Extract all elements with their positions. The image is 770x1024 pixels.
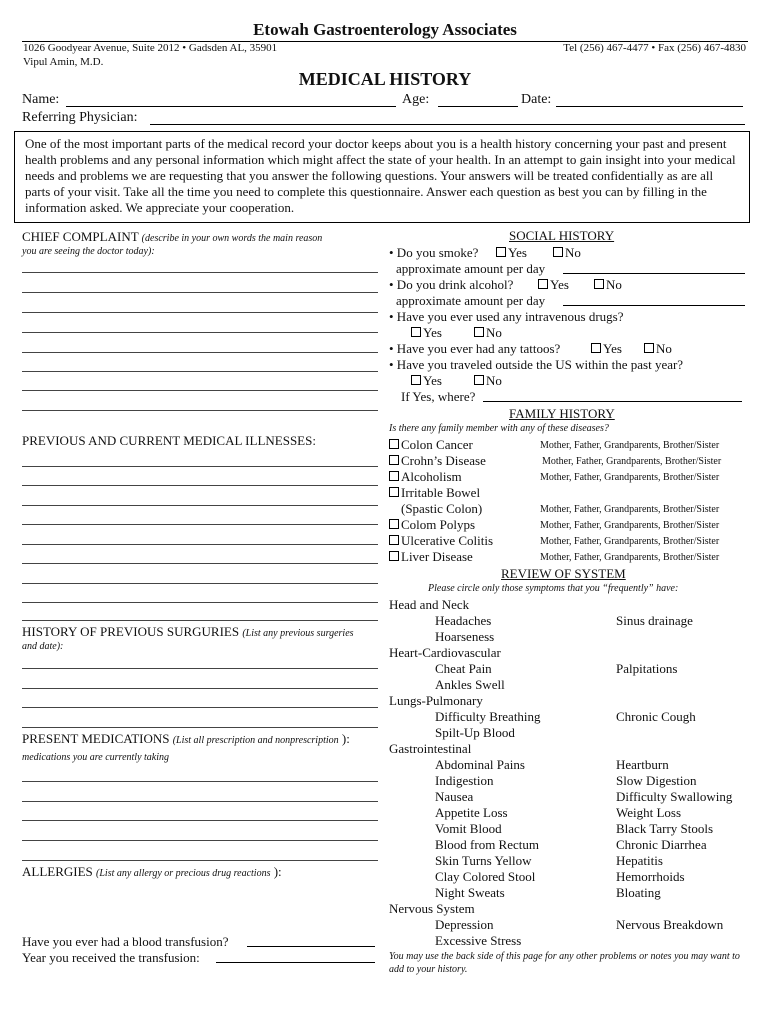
iv-question: • Have you ever used any intravenous drugs? (389, 309, 624, 324)
checkbox-icon (591, 343, 601, 353)
yes-label: Yes (550, 277, 569, 292)
intro-text: One of the most important parts of the medical record your doctor keeps about you is a health history concerning your past and present health problems and any personal information which might affect the state of your health. In an attempt to gain insight into your medical needs and problems we are requesting that you answer the following questions. Your answers will be treated confidentially as are all parts of your visit. Take all the time you need to complete this questionnaire. Answer each question as best you can by filling in the information asked. We appreciate your cooperation. (14, 131, 750, 223)
review-group-nervous: Nervous System (389, 901, 475, 916)
symptom-stress[interactable]: Excessive Stress (435, 933, 522, 948)
symptom-rectal-blood[interactable]: Blood from Rectum (435, 837, 539, 852)
age-label: Age: (402, 92, 430, 107)
illness-line-4[interactable] (22, 524, 378, 525)
practice-address: 1026 Goodyear Avenue, Suite 2012 • Gadsden AL, 35901 (23, 42, 278, 54)
name-label: Name: (22, 92, 60, 107)
surgery-line-2[interactable] (22, 688, 378, 689)
chief-line-8[interactable] (22, 410, 378, 411)
medications-heading: PRESENT MEDICATIONS (List all prescription and nonprescription ): (22, 731, 350, 746)
checkbox-icon (474, 327, 484, 337)
chief-complaint-note: (describe in your own words the main reason (141, 233, 323, 244)
iv-no[interactable] (474, 325, 502, 341)
family-ibs-detail: (Spastic Colon) (401, 501, 483, 516)
symptom-vomit-blood[interactable]: Vomit Blood (435, 821, 502, 836)
surgery-line-4[interactable] (22, 727, 378, 728)
surgeries-note-2: and date): (22, 641, 64, 652)
symptom-weight[interactable]: Weight Loss (616, 805, 682, 820)
medication-line-1[interactable] (22, 781, 378, 782)
alcohol-amount-label: approximate amount per day (396, 293, 546, 308)
chief-line-4[interactable] (22, 332, 378, 333)
medications-note: (List all prescription and nonprescription (172, 735, 339, 746)
checkbox-icon (496, 247, 506, 257)
medication-line-2[interactable] (22, 801, 378, 802)
checkbox-icon (411, 375, 421, 385)
medications-note-2: medications you are currently taking (22, 752, 170, 763)
no-label: No (486, 325, 502, 340)
chief-line-7[interactable] (22, 390, 378, 391)
disease-label: Alcoholism (401, 469, 462, 484)
illness-line-5[interactable] (22, 544, 378, 545)
tattoo-yes[interactable] (591, 341, 622, 357)
transfusion-year-label: Year you received the transfusion: (22, 950, 200, 965)
no-label: No (606, 277, 622, 292)
review-footer-note: You may use the back side of this page for any other problems or notes you may want to add to your history. (389, 951, 740, 975)
alcohol-question: • Do you drink alcohol? (389, 277, 514, 292)
smoke-question: • Do you smoke? (389, 245, 479, 260)
checkbox-icon (389, 519, 399, 529)
smoke-amount-field[interactable] (563, 261, 745, 274)
date-label: Date: (521, 92, 552, 107)
symptom-nausea[interactable]: Nausea (435, 789, 474, 804)
illnesses-heading: PREVIOUS AND CURRENT MEDICAL ILLNESSES: (22, 433, 316, 448)
chief-line-3[interactable] (22, 312, 378, 313)
practice-name: Etowah Gastroenterology Associates (253, 20, 517, 39)
family-colitis[interactable] (389, 533, 493, 549)
travel-where-label: If Yes, where? (401, 389, 476, 404)
chief-complaint-label: CHIEF COMPLAINT (22, 229, 139, 244)
surgeries-label: HISTORY OF PREVIOUS SURGURIES (22, 624, 240, 639)
symptom-abdominal[interactable]: Abdominal Pains (435, 757, 525, 772)
checkbox-icon (389, 455, 399, 465)
family-history-subtitle: Is there any family member with any of these diseases? (389, 423, 609, 434)
medication-line-3[interactable] (22, 820, 378, 821)
medications-label: PRESENT MEDICATIONS (22, 731, 170, 746)
tattoo-no[interactable] (644, 341, 672, 357)
doctor-name: Vipul Amin, M.D. (23, 56, 104, 68)
social-history-title: SOCIAL HISTORY (509, 228, 615, 243)
no-label: No (486, 373, 502, 388)
family-member-options: Mother, Father, Grandparents, Brother/Sister (540, 520, 720, 531)
yes-label: Yes (508, 245, 527, 260)
disease-label: Liver Disease (401, 549, 473, 564)
review-subtitle: Please circle only those symptoms that you “frequently” have: (428, 583, 679, 594)
illness-line-9[interactable] (22, 620, 378, 621)
travel-no[interactable] (474, 373, 502, 389)
chief-line-1[interactable] (22, 272, 378, 273)
family-colon-cancer[interactable] (389, 437, 473, 453)
family-ibs[interactable] (389, 485, 480, 501)
review-group-lungs: Lungs-Pulmonary (389, 693, 483, 708)
symptom-clay-stool[interactable]: Clay Colored Stool (435, 869, 536, 884)
allergies-note: (List any allergy or precious drug reactions (96, 868, 271, 879)
family-history-title: FAMILY HISTORY (509, 406, 615, 421)
medication-line-5[interactable] (22, 860, 378, 861)
symptom-tarry-stools[interactable]: Black Tarry Stools (616, 821, 714, 836)
family-member-options: Mother, Father, Grandparents, Brother/Sister (540, 440, 720, 451)
illness-line-6[interactable] (22, 563, 378, 564)
name-field[interactable] (66, 94, 396, 107)
disease-label: Colon Cancer (401, 437, 473, 452)
physician-label: Referring Physician: (22, 110, 138, 125)
family-member-options: Mother, Father, Grandparents, Brother/Sister (540, 504, 720, 515)
smoke-no[interactable] (553, 245, 581, 261)
no-label: No (656, 341, 672, 356)
symptom-hoarseness[interactable]: Hoarseness (435, 629, 495, 644)
symptom-diarrhea[interactable]: Chronic Diarrhea (616, 837, 707, 852)
illness-line-3[interactable] (22, 505, 378, 506)
transfusion-question: Have you ever had a blood transfusion? (22, 934, 229, 949)
symptom-night-sweats[interactable]: Night Sweats (435, 885, 505, 900)
checkbox-icon (538, 279, 548, 289)
symptom-ankles[interactable]: Ankles Swell (435, 677, 505, 692)
allergies-heading: ALLERGIES (List any allergy or precious drug reactions ): (22, 864, 282, 879)
symptom-bloating[interactable]: Bloating (616, 885, 661, 900)
symptom-chest[interactable]: Cheat Pain (435, 661, 492, 676)
family-member-options: Mother, Father, Grandparents, Brother/Sister (540, 472, 720, 483)
checkbox-icon (594, 279, 604, 289)
symptom-indigestion[interactable]: Indigestion (435, 773, 494, 788)
symptom-cough[interactable]: Chronic Cough (616, 709, 696, 724)
symptom-spit-blood[interactable]: Spilt-Up Blood (435, 725, 515, 740)
family-member-options: Mother, Father, Grandparents, Brother/Sister (542, 456, 722, 467)
iv-yes[interactable] (411, 325, 442, 341)
alcohol-amount-field[interactable] (563, 293, 745, 306)
symptom-breakdown[interactable]: Nervous Breakdown (616, 917, 724, 932)
family-member-options: Mother, Father, Grandparents, Brother/Sister (540, 536, 720, 547)
date-field[interactable] (556, 94, 743, 107)
allergies-label: ALLERGIES (22, 864, 93, 879)
physician-field[interactable] (150, 112, 745, 125)
checkbox-icon (389, 471, 399, 481)
chief-line-6[interactable] (22, 371, 378, 372)
review-group-head: Head and Neck (389, 597, 470, 612)
travel-yes[interactable] (411, 373, 442, 389)
family-polyps[interactable] (389, 517, 475, 533)
symptom-headaches[interactable]: Headaches (435, 613, 492, 628)
checkbox-icon (411, 327, 421, 337)
symptom-swallowing[interactable]: Difficulty Swallowing (616, 789, 733, 804)
review-group-heart: Heart-Cardiovascular (389, 645, 501, 660)
illness-line-7[interactable] (22, 583, 378, 584)
yes-label: Yes (423, 325, 442, 340)
age-field[interactable] (438, 94, 518, 107)
chief-line-2[interactable] (22, 292, 378, 293)
illness-line-8[interactable] (22, 602, 378, 603)
alcohol-yes[interactable] (538, 277, 569, 293)
review-title: REVIEW OF SYSTEM (501, 566, 626, 581)
symptom-breathing[interactable]: Difficulty Breathing (435, 709, 541, 724)
surgery-line-1[interactable] (22, 668, 378, 669)
travel-question: • Have you traveled outside the US within the past year? (389, 357, 684, 372)
surgeries-note: (List any previous surgeries (242, 628, 354, 639)
symptom-hepatitis[interactable]: Hepatitis (616, 853, 663, 868)
surgeries-heading (22, 624, 354, 640)
form-title: MEDICAL HISTORY (298, 69, 472, 89)
symptom-yellow-skin[interactable]: Skin Turns Yellow (435, 853, 532, 868)
checkbox-icon (644, 343, 654, 353)
chief-complaint-note-2: you are seeing the doctor today): (22, 246, 155, 257)
family-alcoholism[interactable] (389, 469, 462, 485)
disease-label: Ulcerative Colitis (401, 533, 494, 548)
smoke-amount-label: approximate amount per day (396, 261, 546, 276)
chief-complaint-heading (22, 229, 322, 245)
checkbox-icon (553, 247, 563, 257)
tattoo-question: • Have you ever had any tattoos? (389, 341, 561, 356)
travel-where-field[interactable] (483, 389, 742, 402)
no-label: No (565, 245, 581, 260)
symptom-heartburn[interactable]: Heartburn (616, 757, 669, 772)
family-member-options: Mother, Father, Grandparents, Brother/Sister (540, 552, 720, 563)
disease-label: Crohn’s Disease (401, 453, 486, 468)
yes-label: Yes (423, 373, 442, 388)
checkbox-icon (389, 551, 399, 561)
chief-line-5[interactable] (22, 352, 378, 353)
surgery-line-3[interactable] (22, 707, 378, 708)
review-group-gi: Gastrointestinal (389, 741, 472, 756)
symptom-sinus[interactable]: Sinus drainage (616, 613, 693, 628)
symptom-palpitations[interactable]: Palpitations (616, 661, 678, 676)
disease-label: Irritable Bowel (401, 485, 481, 500)
symptom-hemorrhoids[interactable]: Hemorrhoids (616, 869, 685, 884)
practice-contact: Tel (256) 467-4477 • Fax (256) 467-4830 (563, 42, 746, 54)
illness-line-2[interactable] (22, 485, 378, 486)
medication-line-4[interactable] (22, 840, 378, 841)
symptom-appetite[interactable]: Appetite Loss (435, 805, 508, 820)
family-crohns[interactable] (389, 453, 486, 469)
checkbox-icon (474, 375, 484, 385)
header-divider (22, 41, 748, 42)
symptom-depression[interactable]: Depression (435, 917, 494, 932)
family-liver[interactable] (389, 549, 473, 565)
disease-label: Colom Polyps (401, 517, 476, 532)
transfusion-year-field[interactable] (216, 950, 375, 963)
symptom-slow-digestion[interactable]: Slow Digestion (616, 773, 697, 788)
checkbox-icon (389, 535, 399, 545)
alcohol-no[interactable] (594, 277, 622, 293)
illness-line-1[interactable] (22, 466, 378, 467)
smoke-yes[interactable] (496, 245, 527, 261)
checkbox-icon (389, 487, 399, 497)
checkbox-icon (389, 439, 399, 449)
yes-label: Yes (603, 341, 622, 356)
transfusion-answer[interactable] (247, 934, 375, 947)
